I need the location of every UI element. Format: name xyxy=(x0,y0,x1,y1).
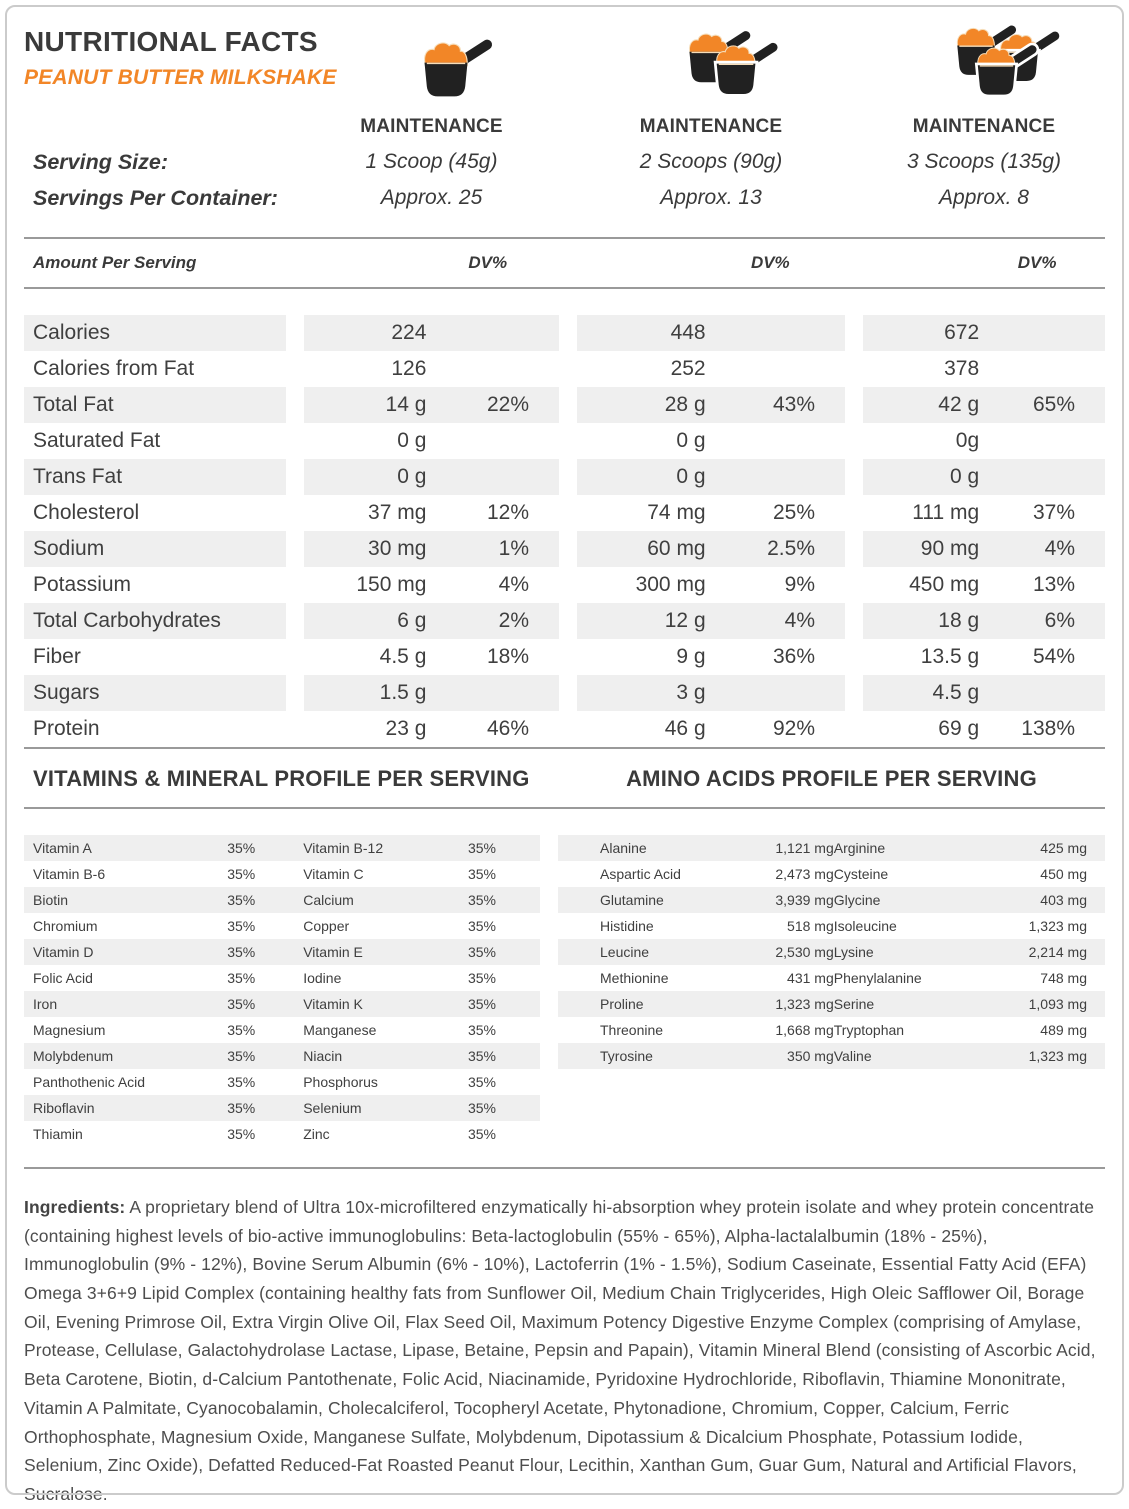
amino-acid-amount: 1,121 mg xyxy=(775,840,834,856)
amount-value: 672 xyxy=(944,321,980,344)
dv-header-2: DV% xyxy=(750,253,790,272)
column-1-values xyxy=(304,531,559,567)
scoop-3-icon xyxy=(947,17,1069,102)
amount-value: 6 g xyxy=(397,609,427,632)
serving-size-label: Serving Size: xyxy=(33,149,169,174)
table-row xyxy=(24,639,1105,675)
dv-value: 9% xyxy=(784,573,815,596)
vitamin-dv: 35% xyxy=(467,970,496,986)
serving-size-value-2: 2 Scoops (90g) xyxy=(639,150,783,173)
amino-acid-name: Methionine xyxy=(600,970,669,986)
vitamin-name: Thiamin xyxy=(33,1126,83,1142)
amino-acid-amount: 2,530 mg xyxy=(775,944,834,960)
amount-value: 0 g xyxy=(676,429,706,452)
amount-value: 252 xyxy=(670,357,706,380)
column-2-values xyxy=(577,567,845,603)
divider xyxy=(24,1167,1105,1169)
vitamin-dv: 35% xyxy=(467,840,496,856)
column-3-values xyxy=(863,495,1105,531)
amino-acid-row xyxy=(558,965,1105,991)
amino-acid-name: Glutamine xyxy=(600,892,664,908)
vitamin-dv: 35% xyxy=(227,970,256,986)
amino-acid-amount: 2,214 mg xyxy=(1028,944,1087,960)
profile-tables xyxy=(24,835,1105,1147)
vitamin-dv: 35% xyxy=(227,1100,256,1116)
tier-label-2: MAINTENANCE xyxy=(639,116,783,137)
tier-label-1: MAINTENANCE xyxy=(360,116,503,137)
dv-value: 37% xyxy=(1032,501,1075,524)
flavor-subtitle: PEANUT BUTTER MILKSHAKE xyxy=(24,66,337,89)
amount-value: 69 g xyxy=(938,717,980,740)
vitamin-name: Iron xyxy=(33,996,58,1012)
nutrient-name: Total Carbohydrates xyxy=(24,603,286,639)
amino-acid-row xyxy=(558,991,1105,1017)
amount-value: 9 g xyxy=(676,645,706,668)
nutrient-name: Saturated Fat xyxy=(33,429,161,452)
column-3-values xyxy=(863,675,1105,711)
amount-value: 0 g xyxy=(397,429,427,452)
title-block xyxy=(24,0,337,90)
vitamin-name: Magnesium xyxy=(33,1022,106,1038)
table-row xyxy=(24,531,1105,567)
amino-acid-row xyxy=(558,861,1105,887)
nutrient-name: Sugars xyxy=(24,675,286,711)
column-2-values xyxy=(577,639,845,675)
amino-acid-name: Arginine xyxy=(833,840,886,856)
column-2-values xyxy=(577,675,845,711)
vitamin-dv: 35% xyxy=(467,1022,496,1038)
amino-acid-name: Histidine xyxy=(600,918,654,934)
serving-size-value-3: 3 Scoops (135g) xyxy=(906,150,1062,173)
table-row xyxy=(24,711,1105,747)
label-header xyxy=(24,0,1105,102)
amount-value: 378 xyxy=(944,357,980,380)
nutrient-name: Calories xyxy=(24,315,286,351)
amount-value: 224 xyxy=(391,321,427,344)
table-row xyxy=(24,495,1105,531)
vitamin-row xyxy=(24,991,540,1017)
vitamin-name: Vitamin K xyxy=(303,996,363,1012)
column-3-values xyxy=(863,351,1105,387)
vitamin-name: Molybdenum xyxy=(33,1048,114,1064)
dv-value: 36% xyxy=(772,645,815,668)
vitamin-row xyxy=(24,1069,540,1095)
dv-value: 6% xyxy=(1044,609,1075,632)
vitamin-dv: 35% xyxy=(227,1048,256,1064)
amino-acid-name: Valine xyxy=(833,1048,872,1064)
column-2-values xyxy=(577,351,845,387)
column-1-values xyxy=(304,423,559,459)
amino-acid-row xyxy=(558,1043,1105,1069)
servings-per-container-row xyxy=(24,180,1105,216)
amino-acid-name: Lysine xyxy=(833,944,874,960)
dv-value: 92% xyxy=(772,717,815,740)
serving-column-1-icon-cell xyxy=(328,34,583,102)
amount-value: 0 g xyxy=(397,465,427,488)
column-3-values xyxy=(863,639,1105,675)
tier-row xyxy=(24,110,1105,144)
vitamin-name: Panthothenic Acid xyxy=(33,1074,146,1090)
vitamins-section-title: VITAMINS & MINERAL PROFILE PER SERVING xyxy=(33,766,530,791)
column-2-values xyxy=(577,459,845,495)
ingredients-label: Ingredients: xyxy=(24,1197,126,1217)
amino-acid-row xyxy=(558,913,1105,939)
dv-value: 65% xyxy=(1032,393,1075,416)
column-3-values xyxy=(863,603,1105,639)
vitamins-table xyxy=(24,835,540,1147)
amino-acid-amount: 3,939 mg xyxy=(775,892,834,908)
column-3-values xyxy=(863,459,1105,495)
amino-acid-amount: 2,473 mg xyxy=(775,866,834,882)
nutrition-table xyxy=(24,315,1105,747)
amount-value: 0g xyxy=(955,429,980,452)
amino-acid-amount: 403 mg xyxy=(1040,892,1087,908)
amino-acid-amount: 1,668 mg xyxy=(775,1022,834,1038)
vitamin-name: Biotin xyxy=(33,892,69,908)
amount-value: 450 mg xyxy=(909,573,980,596)
table-row xyxy=(24,351,1105,387)
dv-value: 1% xyxy=(498,537,529,560)
nutrient-name: Sodium xyxy=(24,531,286,567)
serving-column-2-icon-cell xyxy=(601,24,869,102)
amount-value: 46 g xyxy=(664,717,706,740)
amount-per-serving-label: Amount Per Serving xyxy=(33,253,197,272)
vitamin-name: Vitamin B-12 xyxy=(303,840,384,856)
amino-acid-name: Tryptophan xyxy=(833,1022,905,1038)
column-2-values xyxy=(577,711,845,747)
amount-value: 37 mg xyxy=(368,501,427,524)
vitamin-dv: 35% xyxy=(467,918,496,934)
vitamin-dv: 35% xyxy=(227,1022,256,1038)
ingredients-text: A proprietary blend of Ultra 10x-microfiltered enzymatically hi-absorption whey protein isolate and whey protein concentrate (containing highest levels of bio-active immunoglobulins: Beta-lactoglobulin (55% - 65%), Alpha-lactalalbumin (18% - 25%), Immunoglobulin (9% - 12%), Bovine Serum Albumin (6% - 10%), Lactoferrin (1% - 1.5%), Sodium Caseinate, Essential Fatty Acid (EFA) Omega 3+6+9 Lipid Complex (containing healthy fats from Sunflower Oil, Medium Chain Triglycerides, High Oleic Safflower Oil, Borage Oil, Evening Primrose Oil, Extra Virgin Olive Oil, Flax Seed Oil, Maximum Potency Digestive Enzyme Complex (comprising of Amylase, Protease, Cellulase, Galactohydrolase Lactase, Lipase, Betaine, Pepsin and Papain), Vitamin Mineral Blend (consisting of Ascorbic Acid, Beta Carotene, Biotin, d-Calcium Pantothenate, Folic Acid, Niacinamide, Pyridoxine Hydrochloride, Riboflavin, Thiamine Mononitrate, Vitamin A Palmitate, Cyanocobalamin, Cholecalciferol, Tocopheryl Acetate, Phytonadione, Chromium, Copper, Calcium, Ferric Orthophosphate, Magnesium Oxide, Manganese Sulfate, Molybdenum, Dipotassium & Dicalcium Phosphate, Potassium Iodide, Selenium, Zinc Oxide), Defatted Reduced-Fat Roasted Peanut Flour, Lecithin, Xanthan Gum, Guar Gum, Natural and Artificial Flavors, Sucralose. xyxy=(24,1197,1096,1504)
vitamin-name: Iodine xyxy=(303,970,342,986)
servings-value-1: Approx. 25 xyxy=(380,186,483,209)
column-2-values xyxy=(577,495,845,531)
amino-acid-name: Phenylalanine xyxy=(833,970,922,986)
amino-acid-amount: 350 mg xyxy=(787,1048,834,1064)
vitamin-dv: 35% xyxy=(467,892,496,908)
nutrient-name: Cholesterol xyxy=(33,501,140,524)
tier-label-3: MAINTENANCE xyxy=(912,116,1056,137)
amino-acid-name: Serine xyxy=(833,996,875,1012)
amino-acid-amount: 748 mg xyxy=(1040,970,1087,986)
amount-value: 18 g xyxy=(938,609,980,632)
vitamin-name: Niacin xyxy=(303,1048,343,1064)
table-row xyxy=(24,603,1105,639)
vitamin-dv: 35% xyxy=(227,892,256,908)
vitamin-dv: 35% xyxy=(227,840,256,856)
amino-acid-name: Cysteine xyxy=(833,866,889,882)
vitamin-row xyxy=(24,887,540,913)
vitamin-name: Phosphorus xyxy=(303,1074,378,1090)
column-1-values xyxy=(304,351,559,387)
vitamin-name: Selenium xyxy=(303,1100,362,1116)
column-1-values xyxy=(304,639,559,675)
vitamin-row xyxy=(24,939,540,965)
amount-value: 14 g xyxy=(385,393,427,416)
table-row xyxy=(24,387,1105,423)
column-1-values xyxy=(304,603,559,639)
amino-acid-name: Threonine xyxy=(600,1022,664,1038)
nutrient-name: Potassium xyxy=(33,573,132,596)
column-2-values xyxy=(577,531,845,567)
nutrition-table-header xyxy=(24,239,1105,287)
dv-value: 54% xyxy=(1032,645,1075,668)
serving-size-row xyxy=(24,144,1105,180)
amino-acid-name: Glycine xyxy=(833,892,881,908)
vitamin-name: Manganese xyxy=(303,1022,377,1038)
vitamin-dv: 35% xyxy=(467,944,496,960)
vitamin-name: Vitamin A xyxy=(33,840,92,856)
amount-value: 1.5 g xyxy=(379,681,427,704)
dv-value: 22% xyxy=(486,393,529,416)
divider xyxy=(24,287,1105,289)
amount-value: 13.5 g xyxy=(920,645,980,668)
dv-value: 4% xyxy=(498,573,529,596)
dv-header-3: DV% xyxy=(1017,253,1057,272)
table-row xyxy=(24,567,1105,603)
column-3-values xyxy=(863,315,1105,351)
amount-value: 4.5 g xyxy=(379,645,427,668)
dv-value: 138% xyxy=(1021,717,1075,740)
table-row xyxy=(24,315,1105,351)
column-1-values xyxy=(304,315,559,351)
vitamin-row xyxy=(24,1017,540,1043)
vitamin-dv: 35% xyxy=(227,996,256,1012)
amino-acid-amount: 450 mg xyxy=(1040,866,1087,882)
scoop-1-icon xyxy=(413,34,499,102)
vitamin-name: Chromium xyxy=(33,918,98,934)
dv-value: 4% xyxy=(784,609,815,632)
vitamin-dv: 35% xyxy=(227,866,256,882)
amino-acid-name: Alanine xyxy=(600,840,647,856)
amount-value: 111 mg xyxy=(912,501,980,524)
vitamin-dv: 35% xyxy=(467,996,496,1012)
serving-size-value-1: 1 Scoop (45g) xyxy=(365,150,498,173)
vitamin-row xyxy=(24,913,540,939)
column-2-values xyxy=(577,387,845,423)
nutrient-name: Protein xyxy=(33,717,100,740)
scoop-2-icon xyxy=(679,24,791,102)
amount-value: 28 g xyxy=(664,393,706,416)
vitamin-name: Vitamin D xyxy=(33,944,94,960)
dv-value: 43% xyxy=(772,393,815,416)
amount-value: 74 mg xyxy=(647,501,706,524)
amount-value: 30 mg xyxy=(368,537,427,560)
vitamin-dv: 35% xyxy=(227,1126,256,1142)
vitamin-name: Folic Acid xyxy=(33,970,93,986)
dv-value: 12% xyxy=(486,501,529,524)
amount-value: 150 mg xyxy=(356,573,427,596)
column-1-values xyxy=(304,387,559,423)
column-2-values xyxy=(577,315,845,351)
dv-header-1: DV% xyxy=(468,253,508,272)
column-3-values xyxy=(863,423,1105,459)
column-2-values xyxy=(577,423,845,459)
amino-acids-section-title: AMINO ACIDS PROFILE PER SERVING xyxy=(626,766,1037,791)
amino-acid-name: Proline xyxy=(600,996,644,1012)
vitamin-row xyxy=(24,965,540,991)
column-1-values xyxy=(304,495,559,531)
amino-acids-table xyxy=(558,835,1105,1069)
column-2-values xyxy=(577,603,845,639)
amount-value: 300 mg xyxy=(635,573,706,596)
vitamin-dv: 35% xyxy=(227,1074,256,1090)
servings-value-3: Approx. 8 xyxy=(939,186,1029,209)
nutrient-name: Calories from Fat xyxy=(33,357,195,380)
vitamin-dv: 35% xyxy=(467,1100,496,1116)
amount-value: 23 g xyxy=(385,717,427,740)
amount-value: 12 g xyxy=(664,609,706,632)
amino-acid-name: Aspartic Acid xyxy=(600,866,681,882)
table-row xyxy=(24,423,1105,459)
amino-acid-name: Tyrosine xyxy=(600,1048,653,1064)
servings-value-2: Approx. 13 xyxy=(660,186,762,209)
column-1-values xyxy=(304,567,559,603)
vitamin-row xyxy=(24,1043,540,1069)
amino-acid-amount: 1,093 mg xyxy=(1028,996,1087,1012)
column-1-values xyxy=(304,711,559,747)
amino-acid-amount: 518 mg xyxy=(787,918,834,934)
vitamin-name: Copper xyxy=(303,918,350,934)
serving-column-3-icon-cell xyxy=(887,17,1129,102)
amino-acid-amount: 1,323 mg xyxy=(1028,918,1087,934)
servings-per-container-label: Servings Per Container: xyxy=(33,185,278,210)
vitamin-name: Riboflavin xyxy=(33,1100,95,1116)
dv-value: 2% xyxy=(498,609,529,632)
amount-value: 42 g xyxy=(938,393,980,416)
vitamin-name: Vitamin C xyxy=(303,866,364,882)
vitamin-dv: 35% xyxy=(467,1126,496,1142)
vitamin-dv: 35% xyxy=(467,1074,496,1090)
nutrient-name: Total Fat xyxy=(24,387,286,423)
vitamin-row xyxy=(24,861,540,887)
column-3-values xyxy=(863,711,1105,747)
vitamin-dv: 35% xyxy=(467,1048,496,1064)
nutrient-name: Trans Fat xyxy=(24,459,286,495)
vitamin-name: Zinc xyxy=(303,1126,330,1142)
amount-value: 0 g xyxy=(949,465,980,488)
dv-value: 4% xyxy=(1044,537,1075,560)
amino-acid-row xyxy=(558,939,1105,965)
amino-acid-amount: 489 mg xyxy=(1040,1022,1087,1038)
divider xyxy=(24,807,1105,809)
amount-value: 60 mg xyxy=(647,537,706,560)
vitamin-name: Calcium xyxy=(303,892,354,908)
vitamin-name: Vitamin B-6 xyxy=(33,866,106,882)
amino-acid-amount: 1,323 mg xyxy=(1028,1048,1087,1064)
table-row xyxy=(24,459,1105,495)
amount-value: 448 xyxy=(670,321,706,344)
amino-acid-amount: 425 mg xyxy=(1040,840,1087,856)
page-title: NUTRITIONAL FACTS xyxy=(24,26,318,57)
amino-acid-amount: 1,323 mg xyxy=(775,996,834,1012)
column-3-values xyxy=(863,387,1105,423)
dv-value: 13% xyxy=(1032,573,1075,596)
amino-acid-row xyxy=(558,835,1105,861)
amount-value: 3 g xyxy=(676,681,706,704)
amount-value: 90 mg xyxy=(920,537,980,560)
ingredients-paragraph xyxy=(24,1193,1105,1509)
amino-acid-name: Leucine xyxy=(600,944,650,960)
column-1-values xyxy=(304,675,559,711)
vitamin-dv: 35% xyxy=(227,918,256,934)
amount-value: 4.5 g xyxy=(932,681,980,704)
dv-value: 46% xyxy=(486,717,529,740)
table-row xyxy=(24,675,1105,711)
column-3-values xyxy=(863,567,1105,603)
amount-value: 126 xyxy=(391,357,427,380)
column-3-values xyxy=(863,531,1105,567)
dv-value: 18% xyxy=(486,645,529,668)
vitamin-row xyxy=(24,1095,540,1121)
amount-value: 0 g xyxy=(676,465,706,488)
vitamin-row xyxy=(24,835,540,861)
column-1-values xyxy=(304,459,559,495)
amino-acid-row xyxy=(558,887,1105,913)
dv-value: 25% xyxy=(772,501,815,524)
amino-acid-name: Isoleucine xyxy=(833,918,897,934)
vitamin-dv: 35% xyxy=(467,866,496,882)
vitamin-dv: 35% xyxy=(227,944,256,960)
vitamin-row xyxy=(24,1121,540,1147)
dv-value: 2.5% xyxy=(767,537,815,560)
amino-acid-amount: 431 mg xyxy=(787,970,834,986)
vitamin-name: Vitamin E xyxy=(303,944,363,960)
nutrient-name: Fiber xyxy=(33,645,81,668)
profile-section-headers xyxy=(24,749,1105,807)
amino-acid-row xyxy=(558,1017,1105,1043)
